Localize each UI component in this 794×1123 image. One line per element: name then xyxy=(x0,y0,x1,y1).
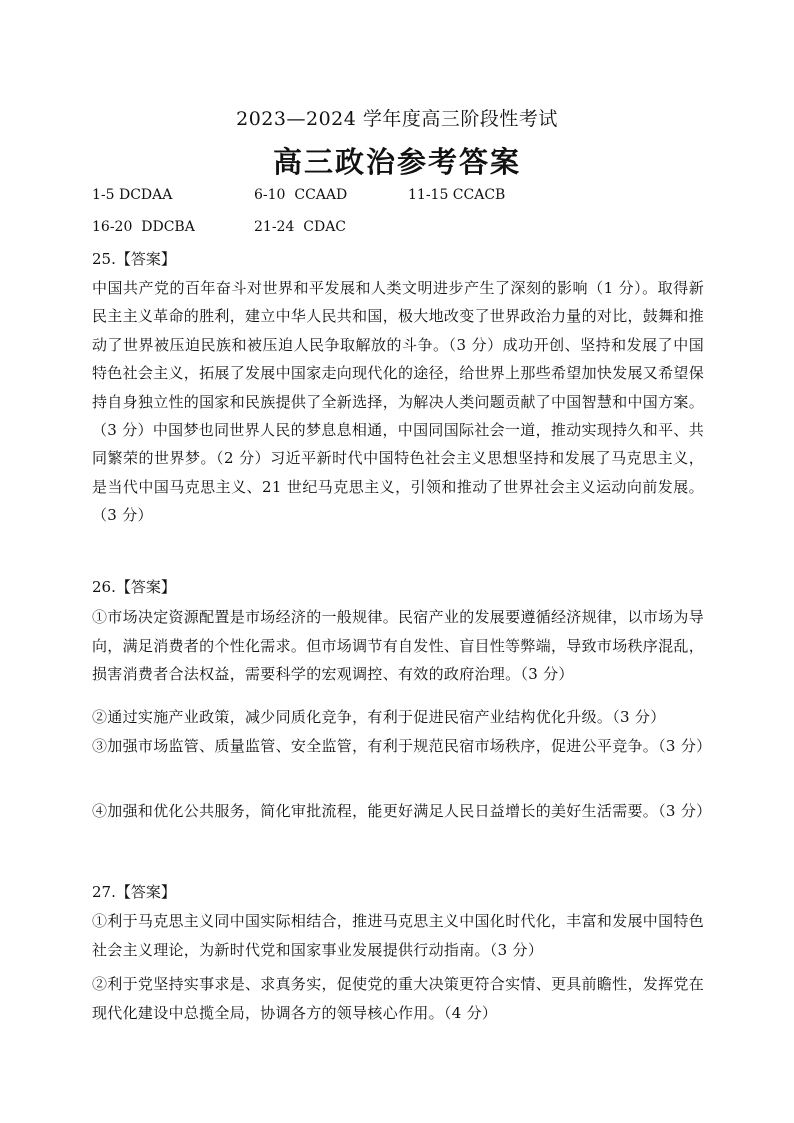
question-25-heading: 25.【答案】 xyxy=(92,250,176,268)
document-title: 高三政治参考答案 xyxy=(272,145,521,179)
answer-group-6-10: 6-10 CCAAD xyxy=(254,187,348,203)
question-25-answer: 中国共产党的百年奋斗对世界和平发展和人类文明进步产生了深刻的影响（1 分）。取得新民主主义革命的胜利，建立中华人民共和国，极大地改变了世界政治力量的对比，鼓舞和推动了世界被压迫民族和被压迫人民争取解放的斗争。（3 分）成功开创、坚持和发展了中国特色社会主义，拓展了发展中国家走向现代化的途径，给世界上那些希望加快发展又希望保持自身独立性的国家和民族提供了全新选择，为解决人类问题贡献了中国智慧和中国方案。（3 分）中国梦也同世界人民的梦息息相通，中国同国际社会一道，推动实现持久和平、共同繁荣的世界梦。（2 分）习近平新时代中国特色社会主义思想坚持和发展了马克思主义，是当代中国马克思主义、21 世纪马克思主义，引领和推动了世界社会主义运动向前发展。（3 分） xyxy=(92,279,705,525)
exam-title: 2023—2024 学年度高三阶段性考试 xyxy=(236,108,558,130)
answer-group-1-5: 1-5 DCDAA xyxy=(92,187,173,203)
question-27-point-2: ②利于党坚持实事求是、求真务实，促使党的重大决策更符合实情、更具前瞻性，发挥党在现代化建设中总揽全局，协调各方的领导核心作用。（4 分） xyxy=(92,975,705,1022)
answer-group-16-20: 16-20 DDCBA xyxy=(92,219,195,235)
question-27-heading: 27.【答案】 xyxy=(92,883,176,901)
question-26-point-2: ②通过实施产业政策，减少同质化竞争，有利于促进民宿产业结构优化升级。（3 分） xyxy=(92,708,666,726)
question-26-point-4: ④加强和优化公共服务，简化审批流程，能更好满足人民日益增长的美好生活需要。（3 分） xyxy=(92,802,712,820)
answer-group-11-15: 11-15 CCACB xyxy=(408,187,506,203)
question-26-heading: 26.【答案】 xyxy=(92,578,176,596)
question-26-point-3: ③加强市场监管、质量监管、安全监管，有利于规范民宿市场秩序，促进公平竞争。（3 分） xyxy=(92,737,712,755)
answer-group-21-24: 21-24 CDAC xyxy=(254,219,347,235)
question-27-point-1: ①利于马克思主义同中国实际相结合，推进马克思主义中国化时代化，丰富和发展中国特色社会主义理论，为新时代党和国家事业发展提供行动指南。（3 分） xyxy=(92,912,705,959)
question-26-point-1: ①市场决定资源配置是市场经济的一般规律。民宿产业的发展要遵循经济规律，以市场为导向，满足消费者的个性化需求。但市场调节有自发性、盲目性等弊端，导致市场秩序混乱，损害消费者合法权益，需要科学的宏观调控、有效的政府治理。（3 分） xyxy=(92,608,705,684)
